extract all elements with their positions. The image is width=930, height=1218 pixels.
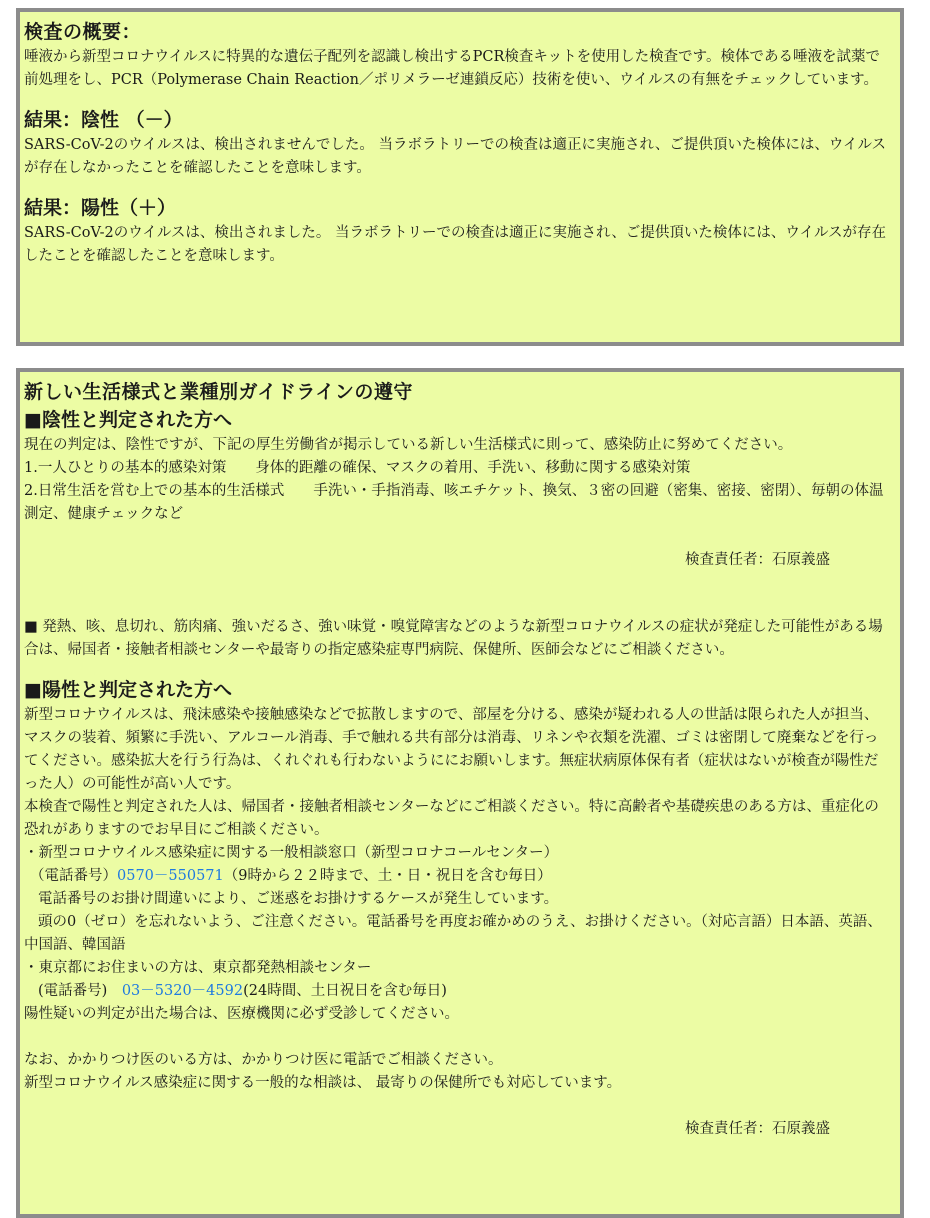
general-consult-note: 新型コロナウイルス感染症に関する一般的な相談は、 最寄りの保健所でも対応しています。 xyxy=(24,1075,622,1091)
hotline-warning: 電話番号のお掛け間違いにより、ご迷惑をお掛けするケースが発生しています。 xyxy=(38,891,559,907)
tokyo-phone-link[interactable]: 03－5320－4592 xyxy=(121,983,244,999)
hotline-phone-link[interactable]: 0570－550571 xyxy=(117,868,224,884)
positive-result-heading: 結果：陽性（＋） xyxy=(24,197,177,219)
overview-heading: 検査の概要： xyxy=(24,21,142,43)
positive-para-2: 本検査で陽性と判定された人は、帰国者・接触者相談センターなどにご相談ください。特に高齢者や基礎疾患のある方は、重症化の恐れがありますのでお早目にご相談ください。 xyxy=(24,799,879,838)
negative-result-text: SARS-CoV-2のウイルスは、検出されませんでした。 当ラボラトリーでの検査は適正に実施され、ご提供頂いた検体には、ウイルスが存在しなかったことを確認したことを意味します。 xyxy=(24,137,887,176)
negative-intro: 現在の判定は、陰性ですが、下記の厚生労働省が掲示している新しい生活様式に則って、感染防止に努めてください。 xyxy=(24,437,793,453)
positive-result-text: SARS-CoV-2のウイルスは、検出されました。 当ラボラトリーでの検査は適正に実施され、ご提供頂いた検体には、ウイルスが存在したことを確認したことを意味します。 xyxy=(24,225,887,264)
negative-item-2: 2.日常生活を営む上での基本的生活様式 手洗い・手指消毒、咳エチケット、換気、３密の回避（密集、密接、密閉）、毎朝の体温測定、健康チェックなど xyxy=(24,483,884,522)
hotline-warning-2: 頭の0（ゼロ）を忘れないよう、ご注意ください。電話番号を再度お確かめのうえ、お掛けください。（対応言語）日本語、英語、中国語、韓国語 xyxy=(24,914,882,953)
tokyo-phone-line xyxy=(24,980,890,1003)
tokyo-hours: (24時間、土日祝日を含む毎日) xyxy=(243,983,447,999)
negative-result-heading: 結果：陰性 （－） xyxy=(24,109,183,131)
tokyo-title: ・東京都にお住まいの方は、東京都発熱相談センター xyxy=(24,960,372,976)
negative-signature: 検査責任者：石原義盛 xyxy=(685,552,830,568)
positive-para-1: 新型コロナウイルスは、飛沫感染や接触感染などで拡散しますので、部屋を分ける、感染が疑われる人の世話は限られた人が担当、マスクの装着、頻繁に手洗い、アルコール消毒、手で触れる共有部分は消毒、リネンや衣類を洗濯、ゴミは密閉して廃棄などを行ってください。感染拡大を行う行為は、くれぐれも行わないようににお願いします。無症状病原体保有者（症状はないが検査が陽性だった人）の可能性が高い人です。 xyxy=(24,707,879,792)
hotline-phone-line xyxy=(24,865,890,888)
positive-signature: 検査責任者：石原義盛 xyxy=(685,1121,830,1137)
guidelines-panel xyxy=(16,368,904,1218)
hotline-hours: （9時から２２時まで、土・日・祝日を含む毎日） xyxy=(223,868,552,884)
test-overview-panel xyxy=(16,8,904,346)
negative-section-heading: ■陰性と判定された方へ xyxy=(24,409,232,431)
overview-text: 唾液から新型コロナウイルスに特異的な遺伝子配列を認識し検出するPCR検査キットを使用した検査です。検体である唾液を試薬で前処理をし、PCR（Polymerase Chain Reaction／ポリメラーゼ連鎖反応）技術を使い、ウイルスの有無をチェックしています。 xyxy=(24,49,880,88)
suspect-note: 陽性疑いの判定が出た場合は、医療機関に必ず受診してください。 xyxy=(24,1006,459,1022)
hotline-title: ・新型コロナウイルス感染症に関する一般相談窓口（新型コロナコールセンター） xyxy=(24,845,559,861)
tokyo-phone-label: (電話番号) xyxy=(38,983,122,999)
negative-item-1: 1.一人ひとりの基本的感染対策 身体的距離の確保、マスクの着用、手洗い、移動に関する感染対策 xyxy=(24,460,691,476)
guidelines-heading: 新しい生活様式と業種別ガイドラインの遵守 xyxy=(24,381,413,403)
positive-section-heading: ■陽性と判定された方へ xyxy=(24,679,232,701)
symptom-note: ■ 発熱、咳、息切れ、筋肉痛、強いだるさ、強い味覚・嗅覚障害などのような新型コロナウイルスの症状が発症した可能性がある場合は、帰国者・接触者相談センターや最寄りの指定感染症専門病院、保健所、医師会などにご相談ください。 xyxy=(24,619,883,658)
family-doctor-note: なお、かかりつけ医のいる方は、かかりつけ医に電話でご相談ください。 xyxy=(24,1052,503,1068)
hotline-phone-label: （電話番号） xyxy=(30,868,117,884)
